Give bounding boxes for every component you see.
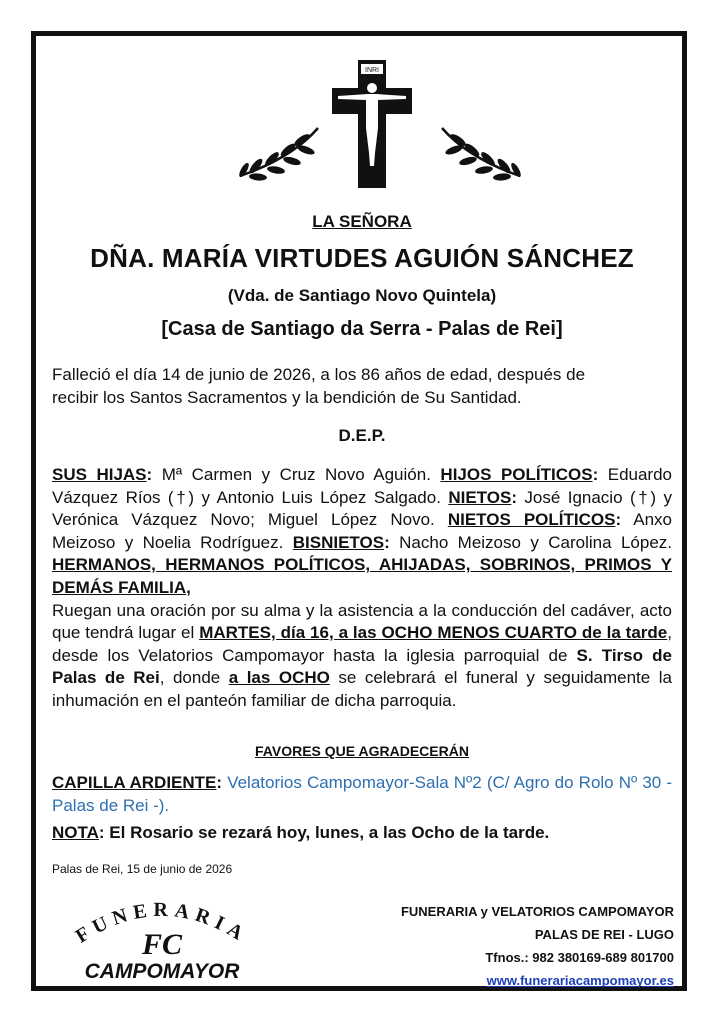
death-notice-line2: recibir los Santos Sacramentos y la bendición de Su Santidad. (52, 387, 522, 407)
deceased-name: DÑA. MARÍA VIRTUDES AGUIÓN SÁNCHEZ (90, 243, 634, 273)
company-location: PALAS DE REI - LUGO (534, 927, 674, 942)
company-phones: Tfnos.: 982 380169-689 801700 (485, 950, 674, 965)
funeral-part3: , donde (159, 668, 229, 688)
logo-top-text: FUNERARIA (71, 898, 253, 948)
capilla-location: Velatorios Campomayor-Sala Nº2 (C/ Agro do Rolo Nº 30 - Palas de Rei -). (52, 773, 673, 815)
nietos-label: NIETOS (448, 487, 512, 507)
capilla-ardiente: CAPILLA ARDIENTE: Velatorios Campomayor-Sala Nº2 (C/ Agro do Rolo Nº 30 - Palas de Rei -). (52, 773, 673, 815)
cross-label: INRI (365, 67, 379, 74)
footer-date: Palas de Rei, 15 de junio de 2026 (52, 862, 233, 876)
hijas-names: Mª Carmen y Cruz Novo Aguión. (152, 465, 441, 484)
dep-heading: D.E.P. (338, 426, 386, 445)
family-paragraph: SUS HIJAS: Mª Carmen y Cruz Novo Aguión. HIJOS POLÍTICOS: Eduardo Vázquez Ríos (†) y Antonio Luis López Salgado. NIETOS: José Ignacio (†) y Verónica Vázquez Novo; Miguel López Novo. NIETOS POLÍTICOS: Anxo Meizoso y Noelia Rodríguez. BISNIETOS: Nacho Meizoso y Carolina López. HERMANOS, HERMANOS POLÍTICOS, AHIJADAS, SOBRINOS, PRIMOS Y DEMÁS FAMILIA, Ruegan una oración por su alma y la asistencia a la conducción del cadáver, acto que tendrá lugar el MARTES, día 16, a las OCHO MENOS CUARTO de la tarde, desde los Velatorios Campomayor hasta la iglesia parroquial de S. Tirso de Palas de Rei, donde a las OCHO se celebrará el funeral y seguidamente la inhumación en el panteón familiar de dicha parroquia. (52, 465, 673, 710)
logo-monogram: FC (141, 928, 183, 961)
funeral-part4: se celebrará el funeral y seguidamente la inhumación en el panteón familiar de dicha parroquia. (52, 668, 672, 710)
nietos-politicos-label: NIETOS POLÍTICOS (447, 510, 616, 530)
funeral-time: MARTES, día 16, a las OCHO MENOS CUARTO de la tarde (199, 623, 668, 643)
nota-label: NOTA (52, 823, 99, 842)
hijos-politicos-label: HIJOS POLÍTICOS (440, 465, 593, 484)
funeral-part1: Ruegan una oración por su alma y la asistencia a la conducción del cadáver, acto que tendrá lugar el (52, 600, 672, 643)
favores-heading: FAVORES QUE AGRADECERÁN (255, 743, 469, 759)
nota: NOTA: El Rosario se rezará hoy, lunes, a las Ocho de la tarde. (52, 823, 550, 842)
death-notice (52, 364, 672, 409)
funeral-church: S. Tirso de Palas de Rei (52, 645, 672, 688)
widow-of: (Vda. de Santiago Novo Quintela) (227, 286, 497, 305)
company-website-link[interactable]: www.funerariacampomayor.es (486, 973, 674, 988)
bisnietos-names: Nacho Meizoso y Carolina López. (389, 532, 672, 552)
contact-block (401, 900, 674, 992)
nietos-names: José Ignacio (†) y Verónica Vázquez Novo; Miguel López Novo. (52, 487, 672, 530)
laurel-right-icon (438, 118, 528, 190)
bisnietos-label: BISNIETOS (292, 532, 385, 552)
capilla-label: CAPILLA ARDIENTE (52, 773, 217, 792)
title-small: LA SEÑORA (312, 212, 412, 231)
crucifix-icon (328, 58, 416, 190)
hijas-label: SUS HIJAS (52, 465, 147, 484)
other-family-label: HERMANOS, HERMANOS POLÍTICOS, AHIJADAS, SOBRINOS, PRIMOS Y DEMÁS FAMILIA (52, 555, 672, 597)
laurel-left-icon (232, 118, 322, 190)
mass-time: a las OCHO (228, 668, 330, 688)
funeraria-logo (52, 888, 272, 984)
company-name: FUNERARIA y VELATORIOS CAMPOMAYOR (400, 904, 674, 919)
nietos-politicos-names: Anxo Meizoso y Noelia Rodríguez. (52, 510, 672, 552)
house-name: [Casa de Santiago da Serra - Palas de Rei] (161, 318, 563, 340)
nota-text: El Rosario se rezará hoy, lunes, a las Ocho de la tarde. (109, 823, 550, 842)
logo-bottom-text: CAMPOMAYOR (84, 960, 240, 983)
hijos-politicos-names: Eduardo Vázquez Ríos (†) y Antonio Luis López Salgado. (52, 465, 673, 507)
funeral-part2: , desde los Velatorios Campomayor hasta la iglesia parroquial de (52, 623, 672, 665)
death-notice-line1: Falleció el día 14 de junio de 2026, a los 86 años de edad, después de (52, 365, 586, 384)
